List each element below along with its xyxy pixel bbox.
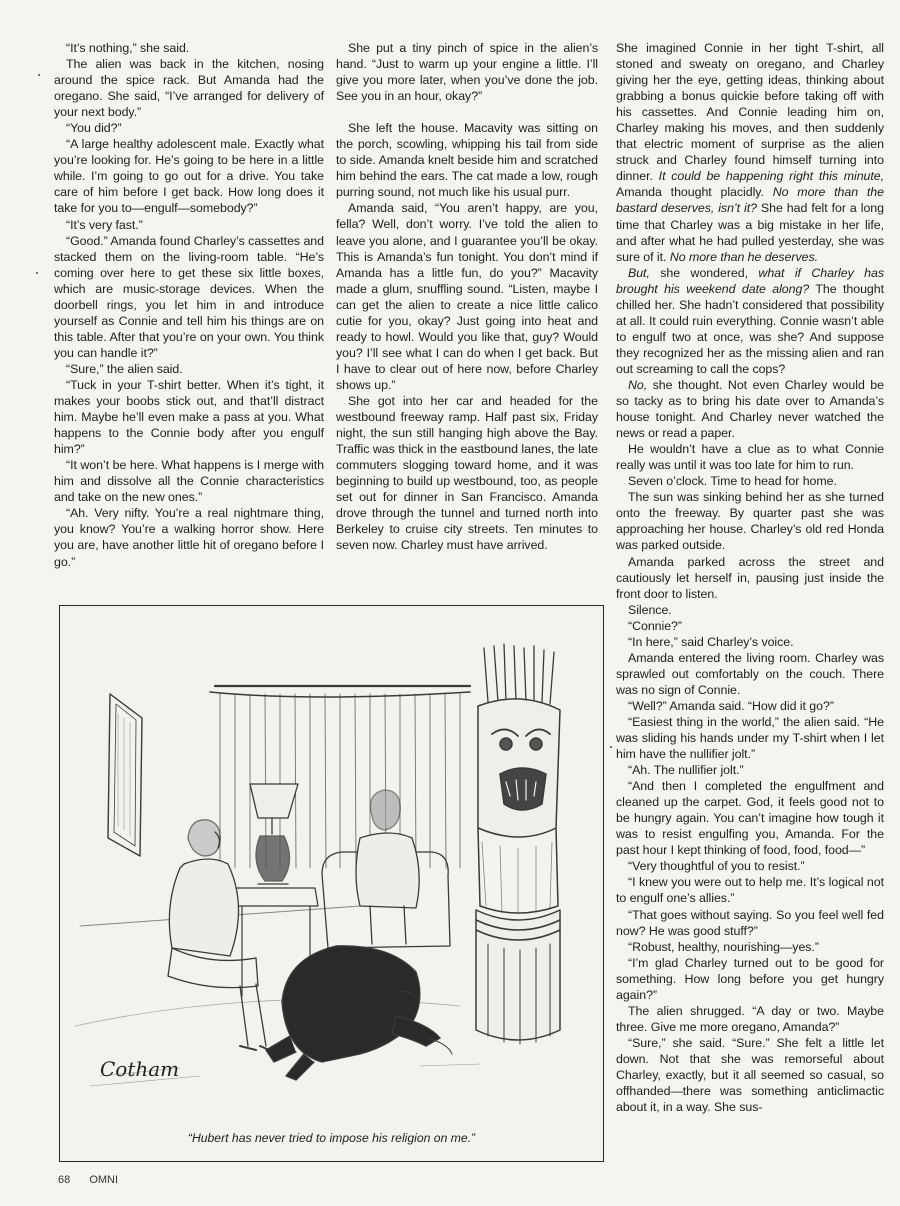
paragraph — [336, 200, 598, 393]
text-run: “Ah. The nullifier jolt.” — [628, 763, 744, 778]
text-run: He wouldn’t have a clue as to what Connie really was until it was too late for him to run. — [616, 442, 884, 473]
text-run: She put a tiny pinch of spice in the alien’s hand. “Just to warm up your engine a little. I’ll give you more later, when you’ve done the job. See you in an hour, okay?” — [336, 41, 598, 104]
paragraph — [616, 441, 884, 473]
text-run: The alien shrugged. “A day or two. Maybe three. Give me more oregano, Amanda?” — [616, 1003, 884, 1034]
paragraph — [54, 361, 324, 377]
paragraph — [616, 634, 884, 650]
text-column-2 — [336, 40, 598, 553]
text-run: She had felt for a long time that Charley was a big mistake in her life, and after what he had pulled yesterday, she was sure of it. — [616, 201, 884, 264]
armchair-woman — [322, 790, 450, 948]
text-run: “I knew you were out to help me. It’s logical not to engulf one’s allies.” — [616, 875, 884, 906]
paragraph — [54, 217, 324, 233]
paragraph — [616, 858, 884, 874]
text-run: “It’s nothing,” she said. — [66, 41, 190, 55]
text-run: “In here,” said Charley’s voice. — [628, 634, 794, 649]
text-run: She left the house. Macavity was sitting on the porch, scowling, whipping his tail from side to side. Amanda knelt beside him and scratched him behind the ears. The cat made a low, rough purring sound, not much like his usual purr. — [336, 121, 598, 200]
paragraph — [616, 602, 884, 618]
text-run: “That goes without saying. So you feel well fed now? He was good stuff?” — [616, 907, 884, 938]
text-run: “Very thoughtful of you to resist.” — [628, 859, 805, 874]
paragraph — [336, 393, 598, 553]
lamp — [250, 784, 298, 884]
wall-picture — [108, 694, 142, 856]
text-run: Silence. — [628, 602, 672, 617]
paragraph — [616, 473, 884, 489]
paragraph — [54, 377, 324, 457]
italic-text: No, — [628, 377, 648, 392]
paragraph — [616, 618, 884, 634]
paragraph — [336, 40, 598, 104]
paragraph — [616, 955, 884, 1003]
paragraph — [54, 120, 324, 136]
paragraph — [616, 698, 884, 714]
paragraph — [54, 40, 324, 56]
paragraph — [616, 714, 884, 762]
paragraph — [616, 939, 884, 955]
paragraph — [54, 457, 324, 505]
italic-text: But, — [628, 265, 650, 280]
speck — [610, 746, 612, 748]
paragraph — [616, 1003, 884, 1035]
page-footer — [58, 1174, 134, 1186]
text-run: “You did?” — [66, 121, 122, 136]
italic-text: It could be happening right this minute, — [658, 169, 885, 184]
text-run: The thought chilled her. She hadn’t considered that possibility at all. It could ruin everything. Connie wasn’t able to engulf two at once, was she? And suppose they recognized her as the missing alien and ran out screaming to call the cops? — [616, 281, 884, 376]
text-run: Amanda thought placidly. — [616, 185, 773, 200]
paragraph — [616, 650, 884, 698]
text-run: “Tuck in your T-shirt better. When it’s tight, it makes your boobs stick out, and that’ll distract him. Maybe he’ll even make a pass at you. What happens to the Connie body after you engulf him?” — [54, 377, 324, 457]
text-run: Amanda parked across the street and cautiously let herself in, pausing just inside the front door to listen. — [616, 554, 884, 601]
paragraph — [616, 907, 884, 939]
text-run: “Robust, healthy, nourishing—yes.” — [628, 939, 819, 954]
cartoon-drawing — [60, 606, 603, 1161]
text-run: The sun was sinking behind her as she turned onto the freeway. By quarter past she was approaching her house. Charley’s old red Honda was parked outside. — [616, 490, 884, 553]
paragraph — [54, 56, 324, 120]
cartoon-illustration — [59, 605, 604, 1162]
text-run: she thought. Not even Charley would be so tacky as to bring his date over to Amanda’s house tonight. And Charley never watched the news or read a paper. — [616, 377, 884, 441]
text-run: “It’s very fast.” — [66, 217, 143, 232]
cartoon-caption: “Hubert has never tried to impose his religion on me.” — [187, 1131, 476, 1145]
paragraph — [616, 762, 884, 778]
paragraph — [336, 120, 598, 200]
text-run: The alien was back in the kitchen, nosing around the spice rack. But Amanda had the oregano. She said, “I’ve arranged for delivery of your next body.” — [54, 57, 324, 120]
paragraph — [616, 554, 884, 602]
text-run: Amanda said, “You aren’t happy, are you, fella? Well, don’t worry. I’ve told the alien to leave you alone, and I guarantee you’ll be okay. This is Amanda’s fun tonight. You don’t mind if Amanda has a little fun, do you?” Macavity made a glum, snuffling sound. “Listen, maybe I can get the alien to create a nice little calico cutie for you, okay? Just going into heat and ready to howl. Would you like that, guy? Would you? I’ll see what I can do when I get back. But I have to clear out of here now, before Charley shows up.” — [336, 201, 598, 392]
text-run: “Well?” Amanda said. “How did it go?” — [628, 698, 834, 713]
text-run: “It won’t be here. What happens is I merge with him and dissolve all the Connie characteristics and take on the new ones.” — [54, 458, 324, 505]
text-run: She imagined Connie in her tight T-shirt, all stoned and sweaty on oregano, and Charley giving her the eye, getting ideas, thinking about grabbing a bonus quickie before taking off with his cassettes. And Connie leading him on, Charley making his moves, and then suddenly that electric moment of surprise as the alien struck and Charley found himself turning into dinner. — [616, 41, 884, 184]
paragraph — [54, 233, 324, 361]
italic-text: No more than he deserves. — [669, 249, 819, 264]
tiki-totem — [476, 644, 560, 1044]
paragraph — [616, 874, 884, 906]
text-run: “I’m glad Charley turned out to be good for something. How long before you get hungry again?” — [616, 955, 884, 1002]
text-run: she wondered, — [649, 265, 759, 280]
text-run: She got into her car and headed for the westbound freeway ramp. Half past six, Friday night, the sun still hanging high above the Bay. Traffic was thick in the eastbound lanes, the late commuters slogging toward home, and it was beginning to build up westbound, too, as people set out for dinner in San Francisco. Amanda drove through the tunnel and turned north into Berkeley to cruise city streets. Ten minutes to seven now. Charley must have arrived. — [336, 393, 598, 553]
page-number: 68 — [58, 1174, 71, 1186]
text-run: “And then I completed the engulfment and cleaned up the carpet. God, it feels good not to be hungry again. You can’t imagine how tough it was to resist engulfing you, Amanda. For the past hour I kept thinking of food, food, food—” — [616, 779, 884, 858]
text-run: “Ah. Very nifty. You’re a real nightmare thing, you know? You’re a walking horror show. Here you are, have another little hit of oregano before I go.” — [54, 506, 324, 569]
paragraph — [616, 778, 884, 858]
italic-text: No more than the bastard deserves, isn’t it? — [616, 185, 884, 216]
text-run: “Sure,” she said. “Sure.” She felt a little let down. Not that she was remorseful about Charley, exactly, but it all seemed so casual, so offhanded—there was something anticlimactic about it, in a way. She sus- — [616, 1035, 884, 1115]
speck — [38, 74, 40, 76]
paragraph — [616, 377, 884, 441]
italic-text: what if Charley has brought his weekend date along? — [616, 265, 884, 296]
text-run: “Sure,” the alien said. — [66, 361, 183, 376]
kneeling-man — [266, 946, 452, 1080]
paragraph — [54, 505, 324, 569]
text-column-1 — [54, 40, 324, 570]
paragraph — [616, 489, 884, 553]
text-run: “Connie?” — [628, 618, 682, 633]
magazine-name: OMNI — [89, 1174, 119, 1186]
text-column-3 — [616, 40, 884, 1115]
cartoonist-signature: Cotham — [100, 1057, 180, 1081]
paragraph — [616, 1035, 884, 1115]
text-run: “Good.” Amanda found Charley’s cassettes and stacked them on the living-room table. “He’s coming over here to get these six little boxes, which are music-storage devices. When the doorbell rings, you let him in and introduce yourself as Connie and tell him his things are on this table. After that you’re on your own. You think you can handle it?” — [54, 233, 324, 360]
speck — [36, 272, 38, 274]
window-curtain — [210, 686, 470, 868]
text-run: Seven o’clock. Time to head for home. — [628, 474, 837, 489]
paragraph — [616, 265, 884, 377]
text-run: Amanda entered the living room. Charley was sprawled out comfortably on the couch. There was no sign of Connie. — [616, 650, 884, 697]
text-run: “Easiest thing in the world,” the alien said. “He was sliding his hands under my T-shirt when I let him have the nullifier jolt.” — [616, 714, 884, 762]
paragraph — [54, 136, 324, 216]
paragraph — [616, 40, 884, 265]
text-run: “A large healthy adolescent male. Exactly what you’re looking for. He’s going to be here in a little while. I’m going to go out for a drive. You take care of him before I get back. How long does it take for you to—engulf—somebody?” — [54, 137, 324, 216]
